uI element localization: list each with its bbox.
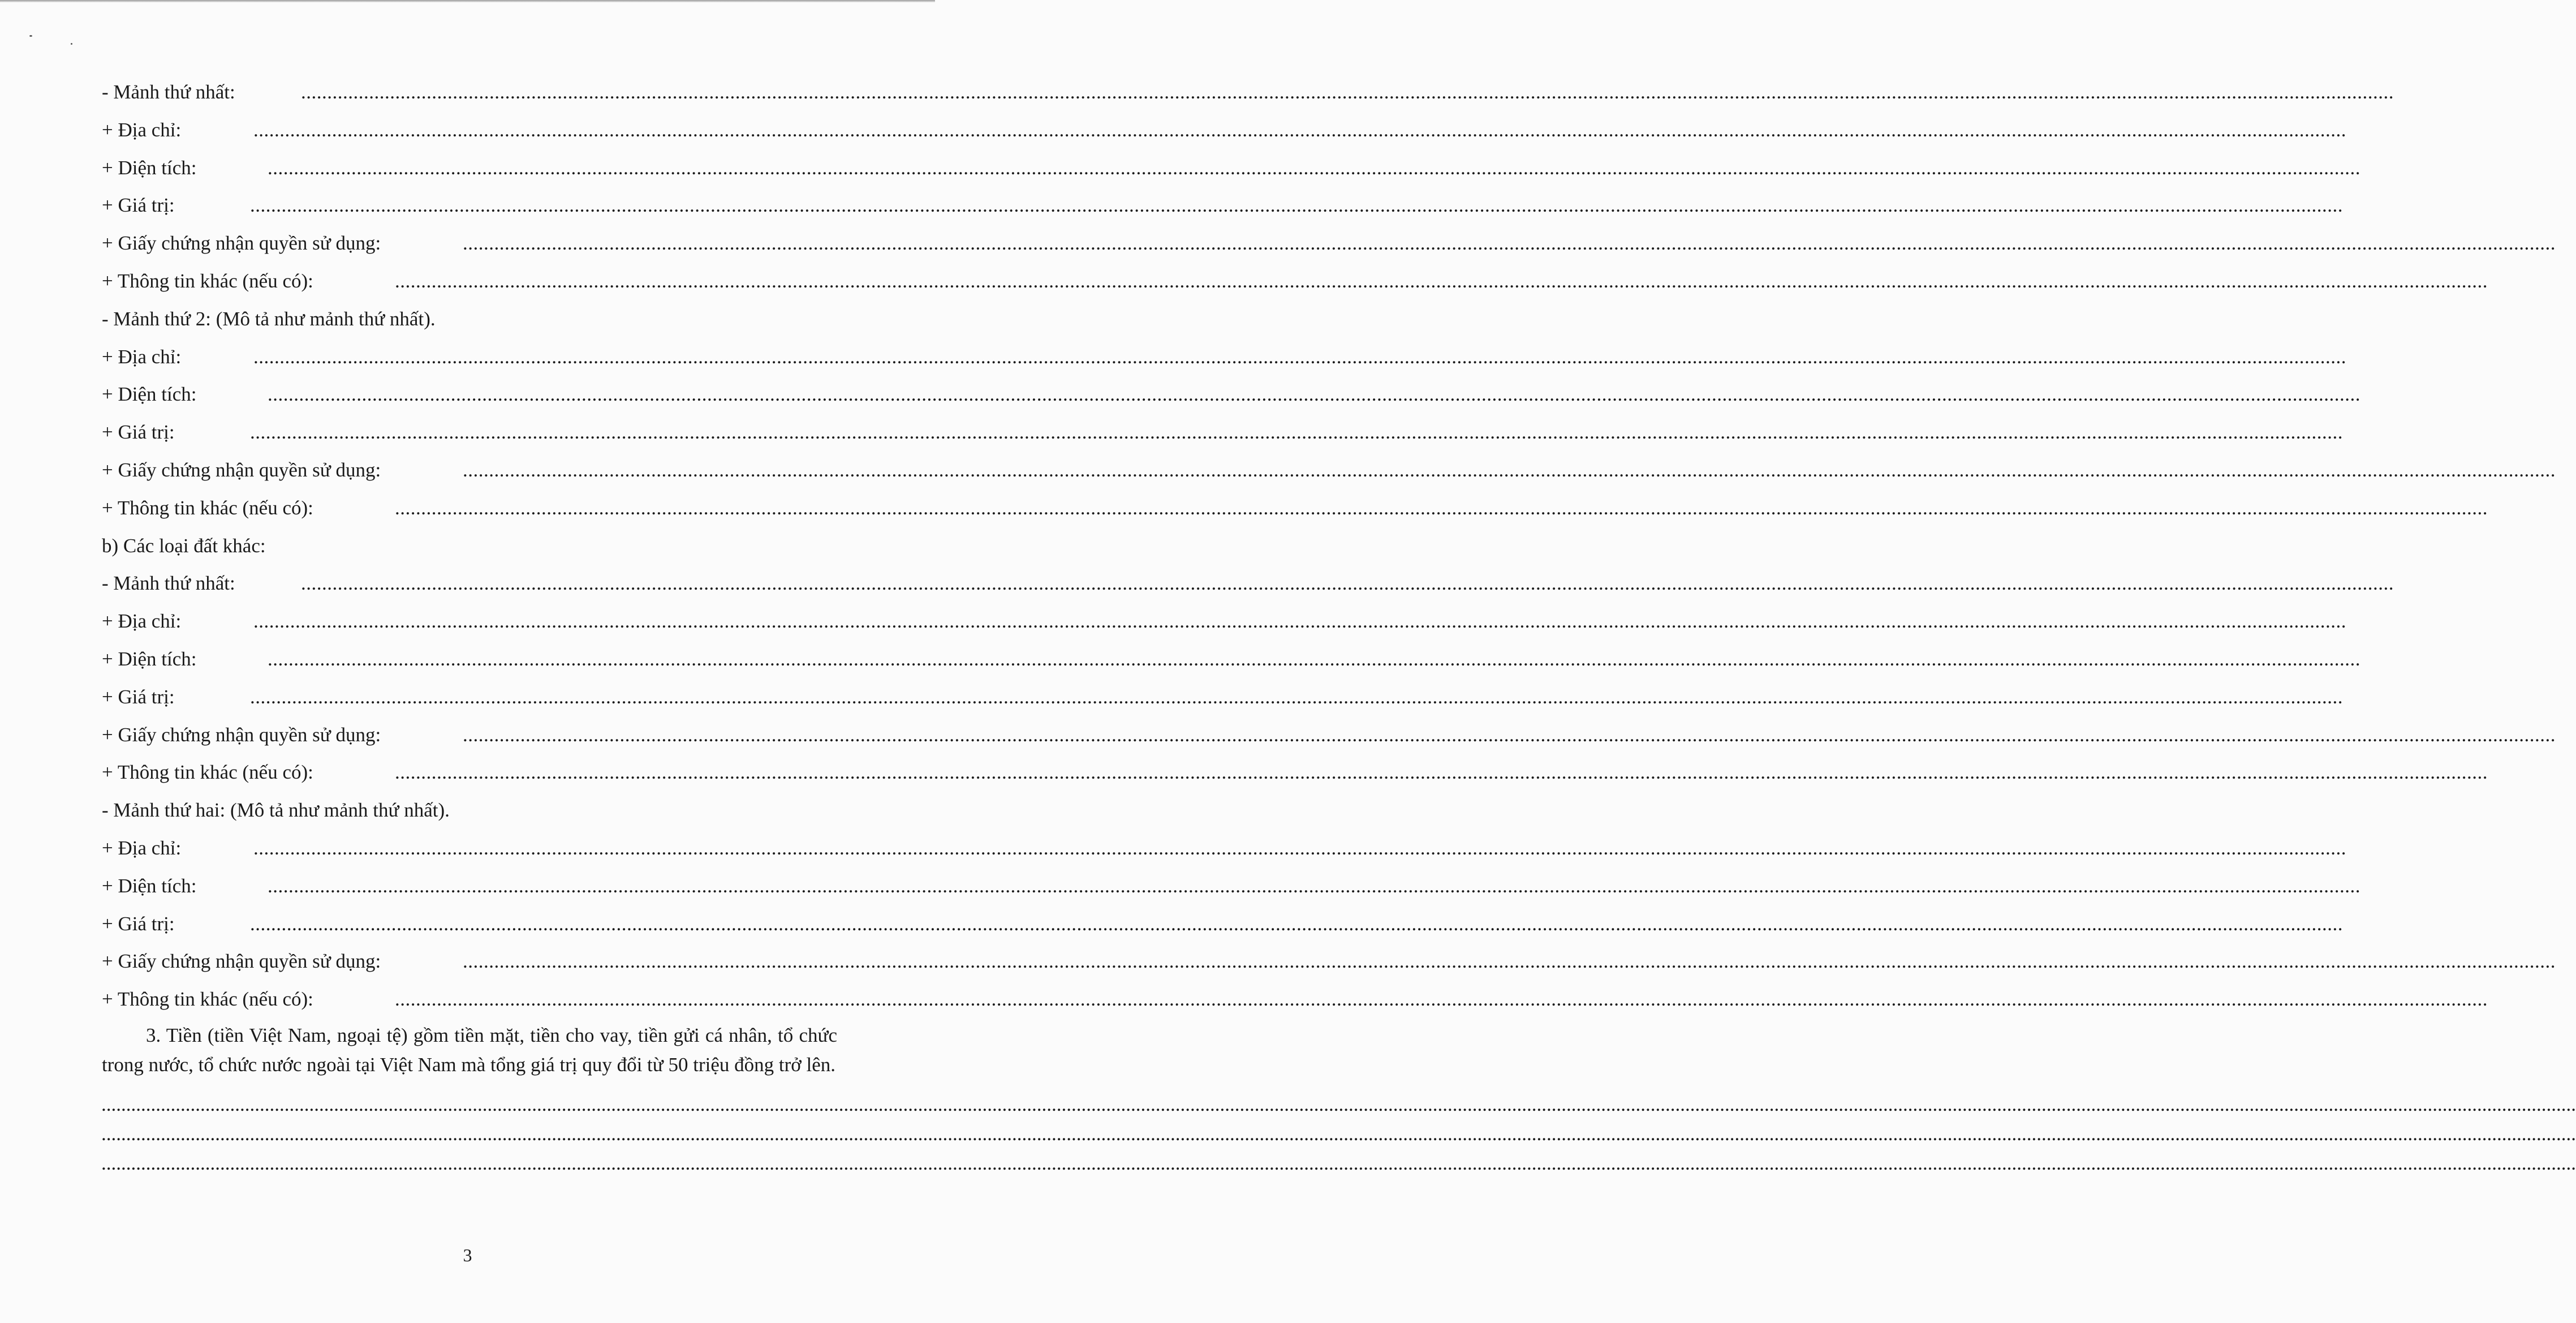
fill-in-dots[interactable]: ................................................................................................................................................................................................................................................................................................................................................................................................................ [250,194,2343,217]
form-line-label: - Mảnh thứ nhất: [102,572,235,595]
fill-in-dots[interactable]: ................................................................................................................................................................................................................................................................................................................................................................................................................ [395,988,2488,1011]
fill-in-dots[interactable]: ................................................................................................................................................................................................................................................................................................................................................................................................................ [250,421,2343,444]
form-line-label: + Giá trị: [102,685,175,708]
fill-in-dots[interactable]: ................................................................................................................................................................................................................................................................................................................................................................................................................ [253,836,2346,859]
form-line [102,527,837,565]
fill-in-dots[interactable]: ................................................................................................................................................................................................................................................................................................................................................................................................................ [463,232,2556,255]
form-line [102,338,2346,376]
form-line-label: + Giấy chứng nhận quyền sử dụng: [102,458,381,481]
form-line [102,414,2343,452]
form-line [102,905,2343,943]
form-line [102,830,2346,867]
fill-in-dots[interactable]: ................................................................................................................................................................................................................................................................................................................................................................................................................ [301,572,2394,595]
form-line-label: + Giấy chứng nhận quyền sử dụng: [102,950,381,973]
fill-in-dots[interactable]: ................................................................................................................................................................................................................................................................................................................................................................................................................ [253,610,2346,633]
form-line-label: + Thông tin khác (nếu có): [102,988,313,1011]
fill-in-dots[interactable]: ................................................................................................................................................................................................................................................................................................................................................................................................................ [268,874,2360,897]
blank-answer-line: .................................................................................................................................................................................................................................................................................................................................................................................................................................................................................................................... [101,1122,2576,1145]
fill-in-dots[interactable]: ................................................................................................................................................................................................................................................................................................................................................................................................................ [395,496,2488,519]
form-line [102,716,2556,754]
fill-in-dots[interactable]: ................................................................................................................................................................................................................................................................................................................................................................................................................ [301,81,2394,103]
fill-in-dots[interactable]: ................................................................................................................................................................................................................................................................................................................................................................................................................ [253,118,2346,141]
form-line [102,489,2488,527]
form-line [102,792,837,830]
form-line [102,452,2556,489]
fill-in-dots[interactable]: ................................................................................................................................................................................................................................................................................................................................................................................................................ [463,950,2556,973]
fill-in-dots[interactable]: ................................................................................................................................................................................................................................................................................................................................................................................................................ [395,269,2488,292]
form-line [102,74,2394,111]
form-line-label: - Mảnh thứ hai: (Mô tả như mảnh thứ nhất). [102,799,450,822]
scan-speck [29,35,32,37]
form-line [102,300,837,338]
fill-in-dots[interactable]: ................................................................................................................................................................................................................................................................................................................................................................................................................ [253,345,2346,368]
form-line [102,376,2360,414]
form-line-label: + Diện tích: [102,647,197,670]
form-line-label: - Mảnh thứ nhất: [102,81,235,103]
scan-speck [71,43,72,45]
fill-in-dots[interactable]: ................................................................................................................................................................................................................................................................................................................................................................................................................ [268,647,2360,670]
form-line-label: + Giấy chứng nhận quyền sử dụng: [102,232,381,255]
form-line [102,678,2343,716]
form-line [102,111,2346,149]
form-line-label: b) Các loại đất khác: [102,534,266,557]
section-3-paragraph: 3. Tiền (tiền Việt Nam, ngoại tệ) gồm tiền mặt, tiền cho vay, tiền gửi cá nhân, tổ chức trong nước, tổ chức nước ngoài tại Việt Nam mà tổng giá trị quy đổi từ 50 triệu đồng trở lên. [102,1024,837,1076]
form-line-label: + Diện tích: [102,156,197,179]
fill-in-dots[interactable]: ................................................................................................................................................................................................................................................................................................................................................................................................................ [250,685,2343,708]
form-line-label: + Giấy chứng nhận quyền sử dụng: [102,723,381,746]
form-line [102,867,2360,905]
form-line-label: + Diện tích: [102,383,197,406]
blank-answer-line: .................................................................................................................................................................................................................................................................................................................................................................................................................................................................................................................... [101,1093,2576,1115]
form-line-label: + Thông tin khác (nếu có): [102,496,313,519]
fill-in-dots[interactable]: ................................................................................................................................................................................................................................................................................................................................................................................................................ [395,761,2488,784]
form-line-label: + Địa chỉ: [102,345,182,368]
fill-in-dots[interactable]: ................................................................................................................................................................................................................................................................................................................................................................................................................ [463,458,2556,481]
form-line-label: + Địa chỉ: [102,610,182,633]
form-line-label: + Địa chỉ: [102,836,182,859]
form-line-label: + Giá trị: [102,194,175,217]
form-line-label: + Giá trị: [102,912,175,935]
form-line [102,263,2488,300]
form-line-label: + Địa chỉ: [102,118,182,141]
form-line [102,754,2488,792]
form-line [102,641,2360,678]
fill-in-dots[interactable]: ................................................................................................................................................................................................................................................................................................................................................................................................................ [268,156,2360,179]
form-line-label: + Thông tin khác (nếu có): [102,269,313,292]
form-lines [102,74,2556,1019]
blank-answer-line: .................................................................................................................................................................................................................................................................................................................................................................................................................................................................................................................... [101,1152,2576,1174]
form-line [102,565,2394,603]
fill-in-dots[interactable]: ................................................................................................................................................................................................................................................................................................................................................................................................................ [463,723,2556,746]
fill-in-dots[interactable]: ................................................................................................................................................................................................................................................................................................................................................................................................................ [250,912,2343,935]
form-line-label: + Thông tin khác (nếu có): [102,761,313,784]
document-body [101,74,2576,1178]
form-line [102,225,2556,263]
form-line [102,149,2360,187]
form-line [102,187,2343,225]
page-number: 3 [463,1245,472,1265]
form-line [102,981,2488,1019]
form-line-label: + Diện tích: [102,874,197,897]
form-line-label: - Mảnh thứ 2: (Mô tả như mảnh thứ nhất). [102,307,436,330]
page-top-edge [0,0,935,2]
form-line [102,943,2556,981]
form-line [102,603,2346,641]
fill-in-dots[interactable]: ................................................................................................................................................................................................................................................................................................................................................................................................................ [268,383,2360,406]
form-line-label: + Giá trị: [102,421,175,444]
